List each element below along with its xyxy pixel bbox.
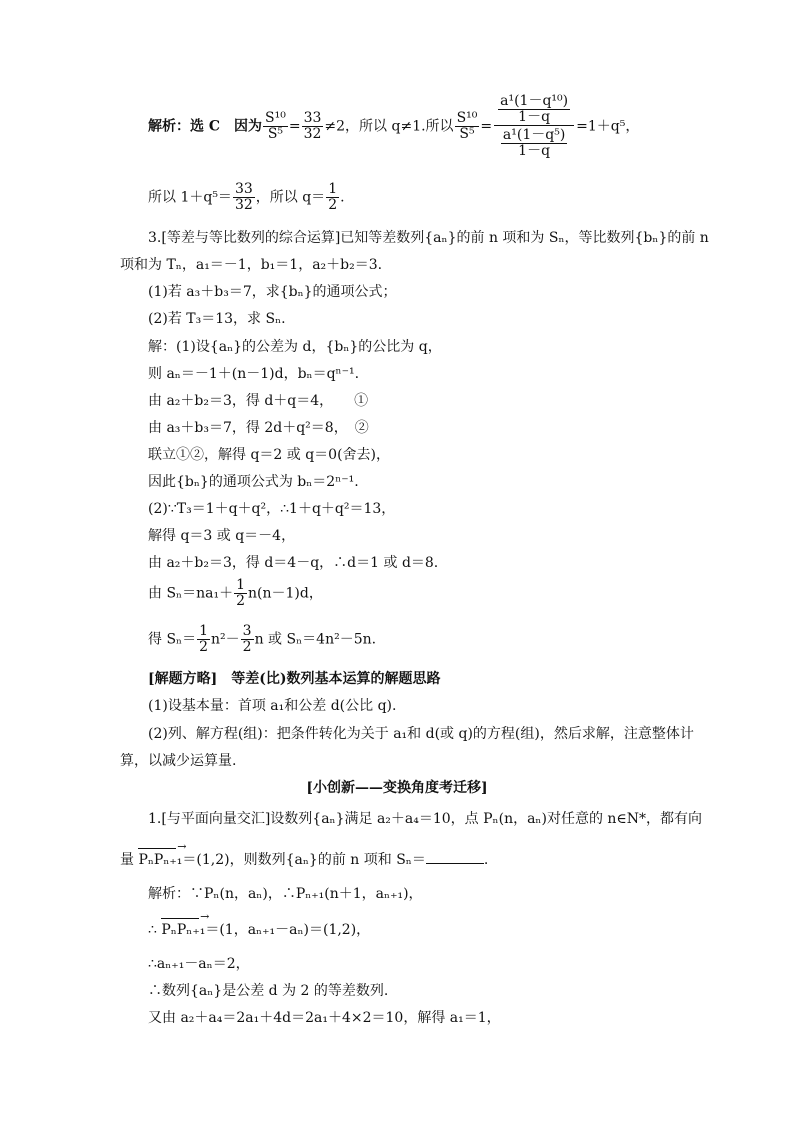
solution-3-result: 得 Sₙ＝ $\frac{1}{2}$ n²－ $\frac{3}{2}$ n 或 Sₙ＝4n²－5n. [148, 623, 377, 655]
solution-label: 解析：选 C 因为 [148, 118, 263, 135]
problem-3-question-2: (2)若 T₃＝13，求 Sₙ. [148, 311, 286, 327]
new-solution-line-2: ∴ PₙPₙ₊₁ →＝(1，aₙ₊₁－aₙ)＝(1,2)， [148, 915, 370, 939]
fraction-s10-s5: $\frac{\text{S¹⁰}}{\text{S⁵}}$ [265, 110, 286, 142]
solution-3-line: (2)∵T₃＝1＋q＋q²，∴1＋q＋q²＝13， [148, 501, 396, 517]
new-problem-1-line-1: 1.[与平面向量交汇]设数列{aₙ}满足 a₂＋a₄＝10，点 Pₙ(n，aₙ)对任意的 n∈N*，都有向 [148, 811, 703, 827]
problem-3-line-2: 项和为 Tₙ，a₁＝－1，b₁＝1，a₂＋b₂＝3. [120, 257, 383, 273]
method-heading: [解题方略] 等差(比)数列基本运算的解题思路 [148, 671, 441, 687]
solution-3-line: 解：(1)设{aₙ}的公差为 d，{bₙ}的公比为 q， [148, 339, 442, 355]
answer-blank[interactable] [426, 849, 484, 864]
solution-3-line: 因此{bₙ}的通项公式为 bₙ＝2ⁿ⁻¹. [148, 474, 359, 490]
solution-3-line: 由 a₂＋b₂＝3，得 d＝4－q，∴d＝1 或 d＝8. [148, 555, 439, 571]
fraction-33-32: $\frac{33}{32}$ [303, 110, 322, 142]
solution-3-line: 则 aₙ＝－1＋(n－1)d，bₙ＝qⁿ⁻¹. [148, 366, 360, 382]
solution-3-sn-formula: 由 Sₙ＝na₁＋ $\frac{1}{2}$ n(n－1)d， [148, 577, 323, 609]
new-problem-1-line-2: 量 PₙPₙ₊₁ →＝(1,2)，则数列{aₙ}的前 n 项和 Sₙ＝ . [120, 845, 488, 869]
solution-3-line: 解得 q＝3 或 q＝－4， [148, 528, 296, 544]
vector-pn-pn1: PₙPₙ₊₁ → [161, 915, 205, 939]
solution-3-line: 由 a₃＋b₃＝7，得 2d＋q²＝8， ② [148, 420, 369, 436]
method-point-2-line-1: (2)列、解方程(组)：把条件转化为关于 a₁和 d(或 q)的方程(组)，然后求解，注意整体计 [148, 726, 694, 742]
compound-fraction: $\frac{\frac{\text{a¹(1－q¹⁰)}}{1-q}}{\frac{\text{a¹(1－q⁵)}}{1-q}}$ [494, 94, 574, 159]
method-point-2-line-2: 算，以减少运算量. [120, 753, 237, 769]
new-solution-line-3: ∴aₙ₊₁－aₙ＝2， [148, 956, 250, 972]
solution-3-line: 联立①②，解得 q＝2 或 q＝0(舍去)， [148, 447, 391, 463]
new-solution-line-4: ∴数列{aₙ}是公差 d 为 2 的等差数列. [148, 983, 389, 999]
fraction-s10-s5-b: $\frac{\text{S¹⁰}}{\text{S⁵}}$ [456, 110, 478, 142]
method-point-1: (1)设基本量：首项 a₁和公差 d(公比 q). [148, 698, 397, 714]
problem-3-line-1: 3.[等差与等比数列的综合运算]已知等差数列{aₙ}的前 n 项和为 Sₙ，等比数列{bₙ}的前 n [148, 230, 709, 246]
vector-pn-pn1: PₙPₙ₊₁ → [138, 845, 182, 869]
new-solution-line-1: 解析：∵Pₙ(n，aₙ)，∴Pₙ₊₁(n＋1，aₙ₊₁)， [148, 886, 423, 902]
solution-1-conclusion: 所以 1＋q⁵＝ $\frac{33}{32}$ ，所以 q＝ $\frac{1}{2}$ . [148, 181, 345, 213]
new-solution-line-5: 又由 a₂＋a₄＝2a₁＋4d＝2a₁＋4×2＝10，解得 a₁＝1， [148, 1010, 501, 1026]
problem-3-question-1: (1)若 a₃＋b₃＝7，求{bₙ}的通项公式； [148, 284, 397, 300]
solution-1-line: 解析：选 C 因为 $\frac{\text{S¹⁰}}{\text{S⁵}}$ = $\frac{33}{32}$ ≠2，所以 q≠1.所以 $\frac{\text{S¹⁰}}{\text{S⁵}}$ = $\frac{\frac{\text{a¹(1－q¹⁰)}}{1-q}}{\frac{\text{a¹(1－q⁵)}}{1-q}}$ =1＋q⁵， [148, 93, 640, 159]
section-title: [小创新——变换角度考迁移] [306, 780, 488, 796]
solution-3-line: 由 a₂＋b₂＝3，得 d＋q＝4， ① [148, 393, 369, 409]
